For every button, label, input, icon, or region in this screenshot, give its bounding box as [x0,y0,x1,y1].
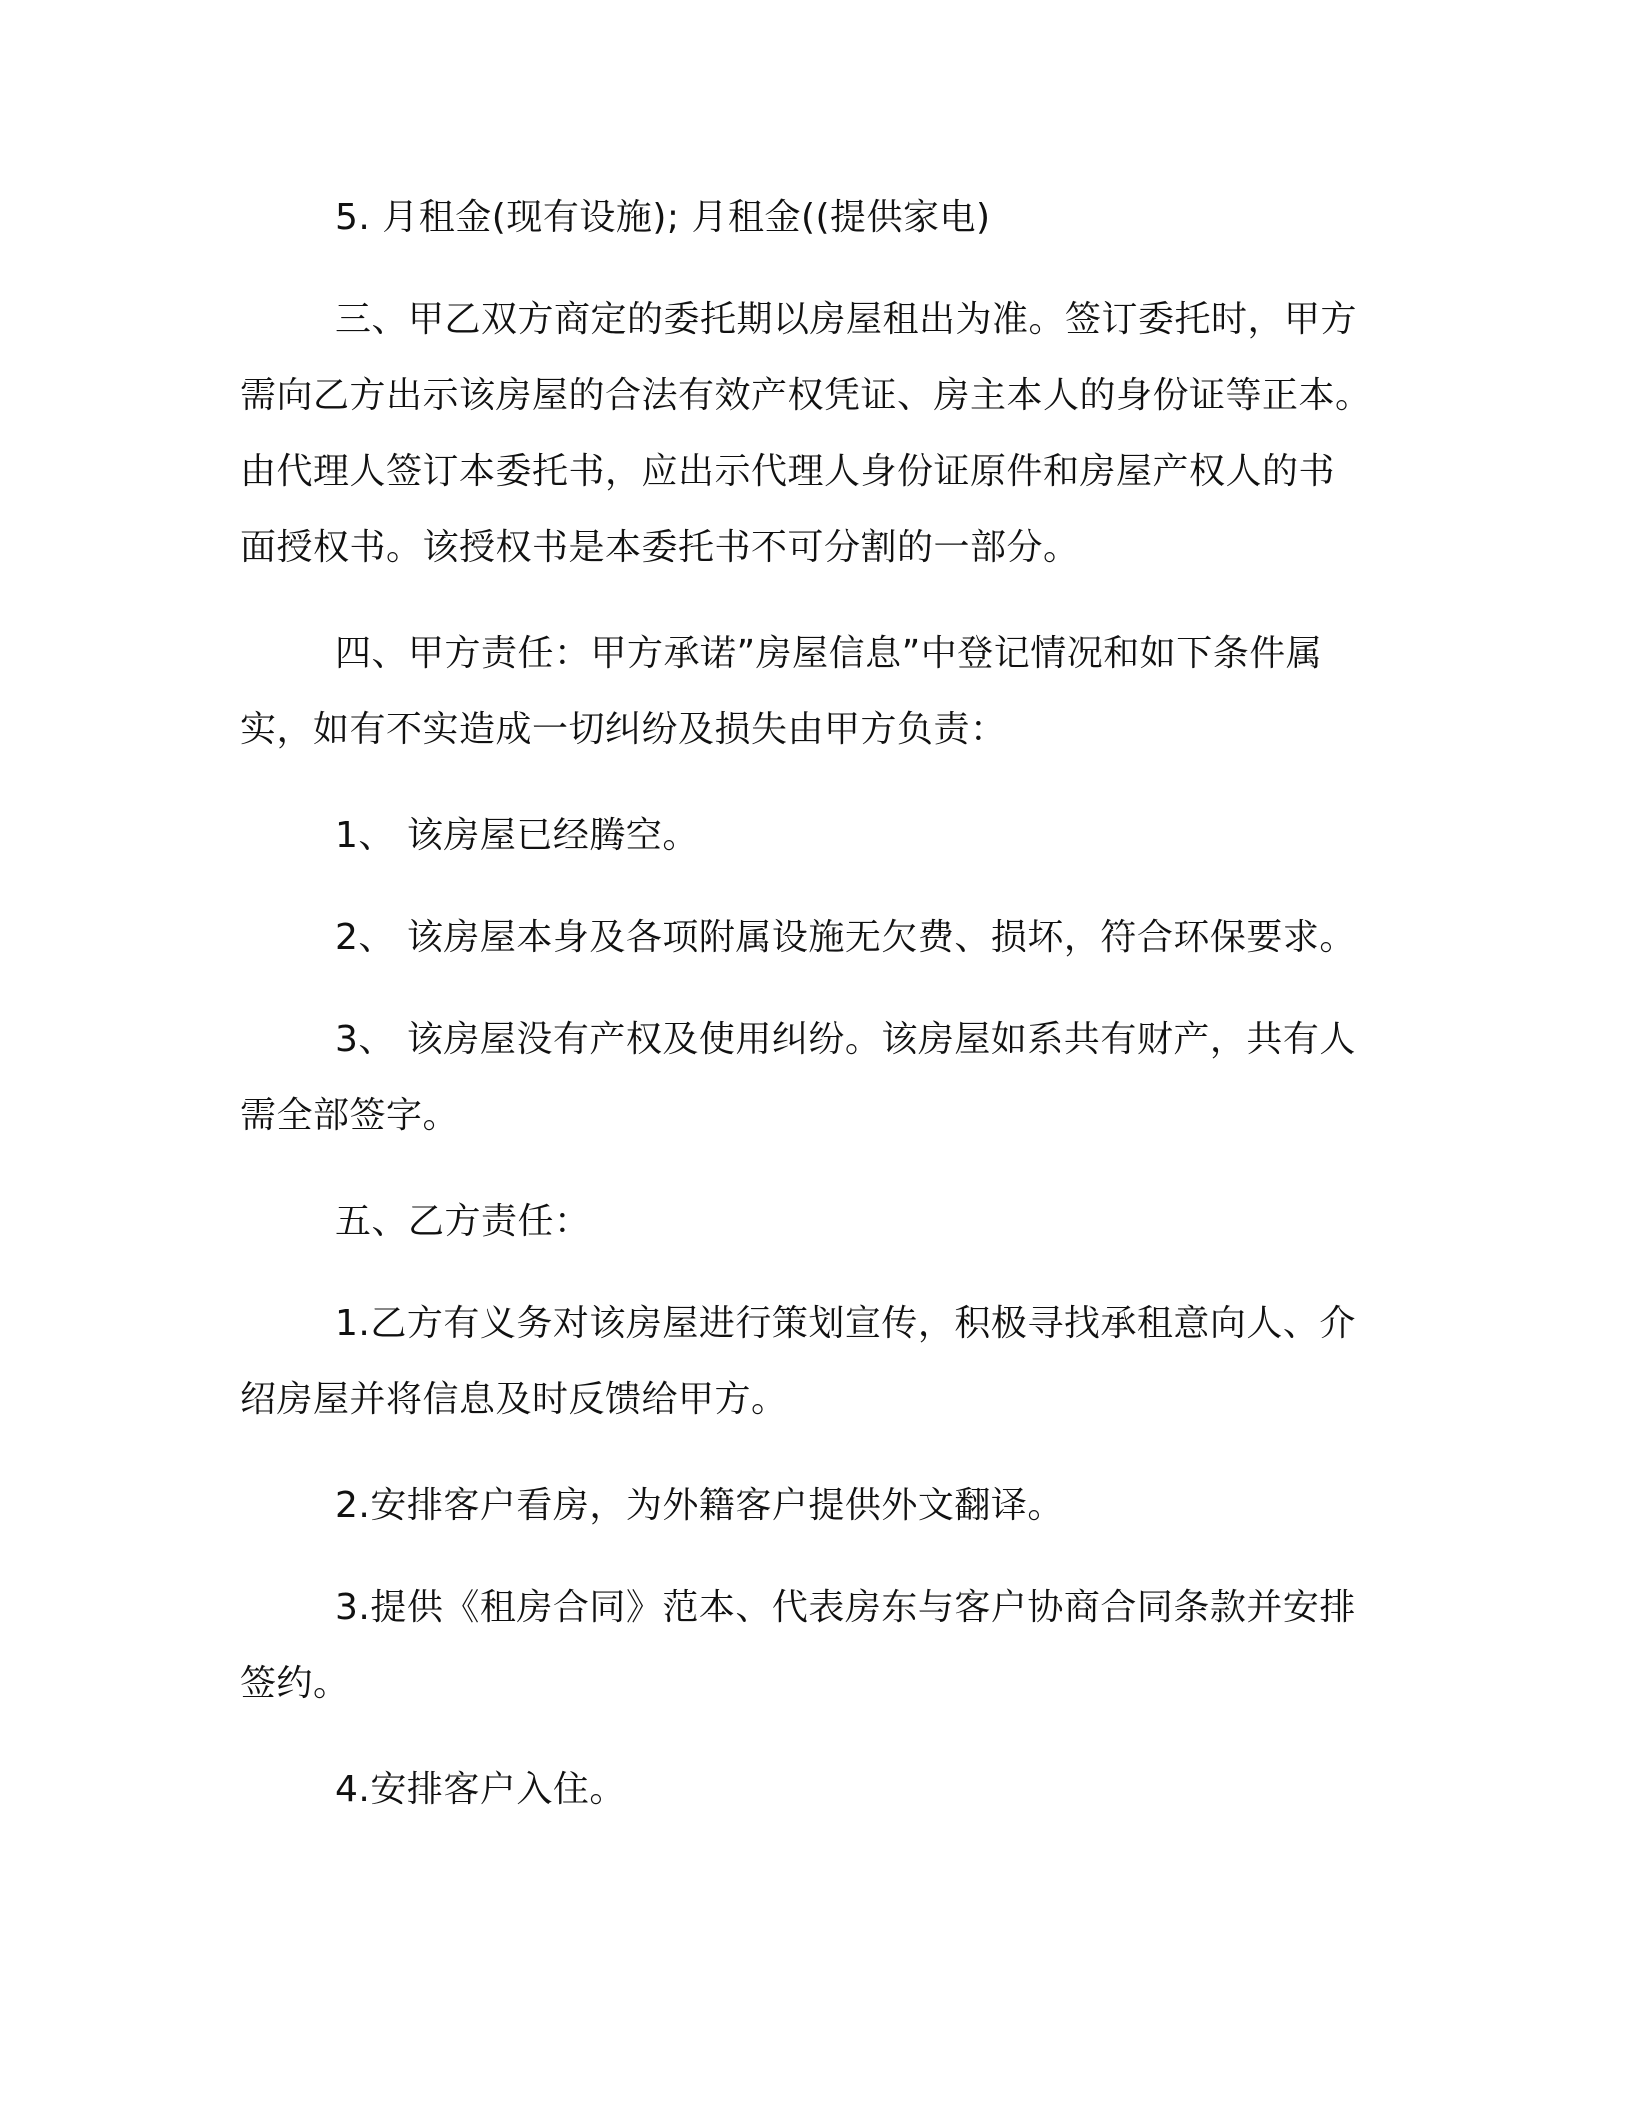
paragraph-section-three [240,282,1390,586]
paragraph-duty-2 [240,1468,1390,1544]
text-line: 绍房屋并将信息及时反馈给甲方。 [240,1379,788,1420]
text-line: 签约。 [240,1663,350,1704]
text-line: 2、 该房屋本身及各项附属设施无欠费、损坏，符合环保要求。 [335,917,1356,958]
paragraph-section-five [240,1184,1390,1260]
paragraph-monthly-rent [240,180,1390,256]
text-line: 1.乙方有义务对该房屋进行策划宣传，积极寻找承租意向人、介 [335,1303,1356,1344]
paragraph-item-1 [240,798,1390,874]
text-line: 3、 该房屋没有产权及使用纠纷。该房屋如系共有财产，共有人 [335,1019,1356,1060]
paragraph-duty-3 [240,1570,1390,1722]
text-line: 四、甲方责任：甲方承诺”房屋信息”中登记情况和如下条件属 [335,633,1323,674]
text-line: 面授权书。该授权书是本委托书不可分割的一部分。 [240,527,1080,568]
text-line: 2.安排客户看房，为外籍客户提供外文翻译。 [335,1485,1064,1526]
text-line: 需全部签字。 [240,1095,460,1136]
text-line: 由代理人签订本委托书，应出示代理人身份证原件和房屋产权人的书 [240,451,1336,492]
paragraph-section-four [240,616,1390,768]
text-line: 4.安排客户入住。 [335,1769,626,1810]
text-line: 5. 月租金(现有设施); 月租金((提供家电) [335,197,991,238]
paragraph-duty-4 [240,1752,1390,1828]
text-line: 三、甲乙双方商定的委托期以房屋租出为准。签订委托时，甲方 [335,299,1358,340]
text-line: 1、 该房屋已经腾空。 [335,815,699,856]
text-line: 五、乙方责任： [335,1201,591,1242]
text-line: 需向乙方出示该房屋的合法有效产权凭证、房主本人的身份证等正本。 [240,375,1372,416]
paragraph-item-3 [240,1002,1390,1154]
paragraph-duty-1 [240,1286,1390,1438]
text-line: 3.提供《租房合同》范本、代表房东与客户协商合同条款并安排 [335,1587,1356,1628]
text-line: 实，如有不实造成一切纠纷及损失由甲方负责： [240,709,1007,750]
paragraph-item-2 [240,900,1390,976]
